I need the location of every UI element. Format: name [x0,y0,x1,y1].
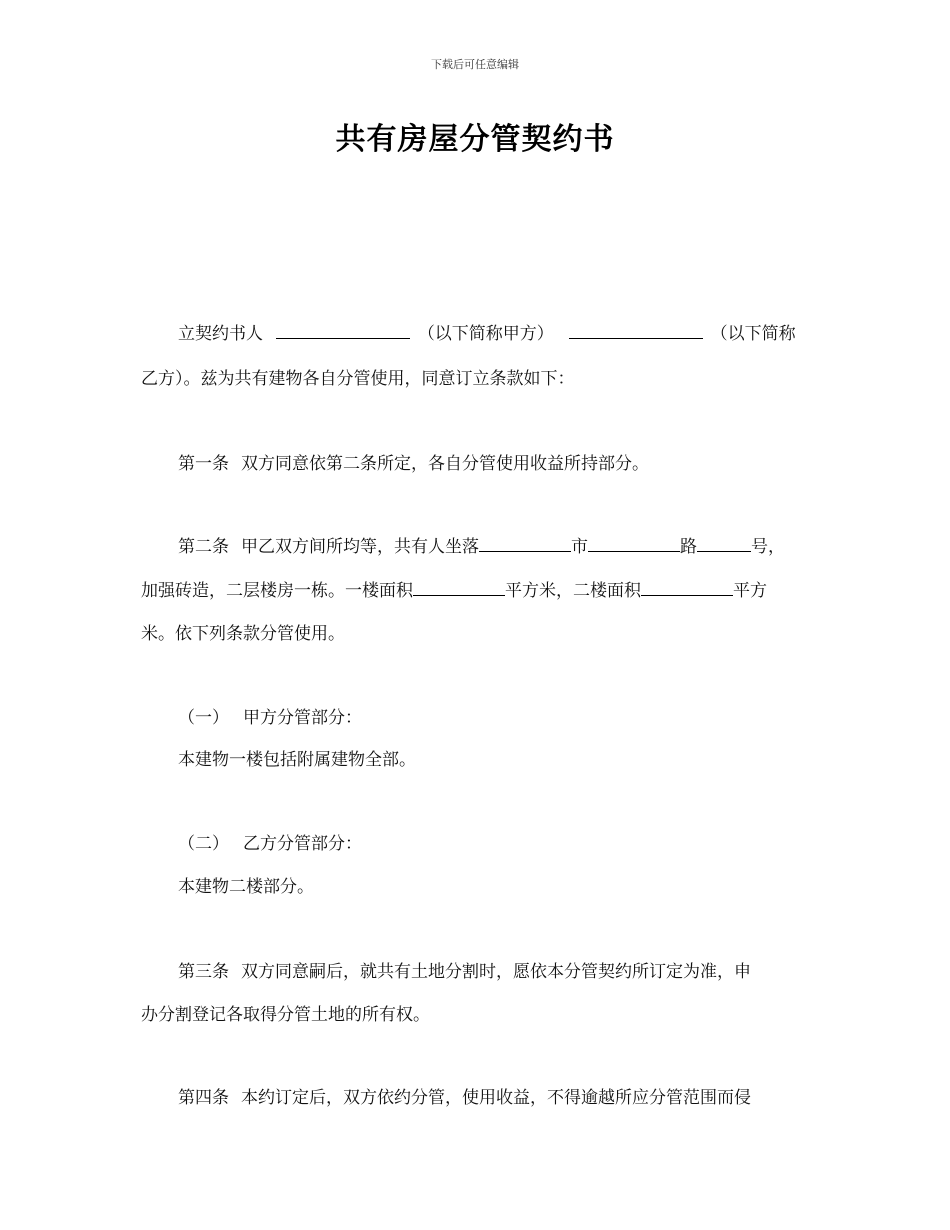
section-1-number: （一） [178,708,229,728]
preamble-line-2: 乙方）。兹为共有建物各自分管使用，同意订立条款如下： [141,369,575,389]
article-2-line-3: 米。依下列条款分管使用。 [141,624,345,644]
article-2-text: 甲乙双方间所均等，共有人坐落 [241,537,479,557]
floor2-area-blank [641,580,733,596]
section-2-content: 本建物二楼部分。 [178,877,314,897]
article-3-text: 双方同意嗣后，就共有土地分割时，愿依本分管契约所订定为准，申 [241,962,751,982]
article-1-text: 双方同意依第二条所定，各自分管使用收益所持部分。 [241,454,649,474]
number-label: 号， [751,537,785,557]
article-4-line-1 [178,1083,751,1108]
article-1 [178,449,649,474]
city-blank [479,536,571,552]
contract-body [141,0,811,1230]
article-3-number: 第三条 [178,962,229,982]
road-blank [588,536,680,552]
number-blank [697,536,751,552]
section-2-title: 乙方分管部分： [243,834,362,854]
document-title: 共有房屋分管契约书 [335,122,615,157]
section-1-title: 甲方分管部分： [243,708,362,728]
article-2-line-2 [141,576,767,601]
article-2-line-2b: 平方米，二楼面积 [505,581,641,601]
section-1-content: 本建物一楼包括附属建物全部。 [178,750,416,770]
section-2-heading [178,829,362,854]
article-2-number: 第二条 [178,537,229,557]
preamble-line-1 [178,319,796,344]
article-1-number: 第一条 [178,454,229,474]
article-3-line-1 [178,957,751,982]
article-2-line-2c: 平方 [733,581,767,601]
section-1-heading [178,703,362,728]
party-a-suffix: （以下简称甲方） [417,324,554,344]
article-2-line-2a: 加强砖造，二层楼房一栋。一楼面积 [141,581,413,601]
road-label: 路 [680,537,697,557]
article-2-line-1 [178,532,785,557]
floor1-area-blank [413,580,505,596]
article-4-number: 第四条 [178,1088,229,1108]
header-note: 下载后可任意编辑 [431,58,519,71]
article-4-text: 本约订定后，双方依约分管，使用收益，不得逾越所应分管范围而侵 [241,1088,751,1108]
city-label: 市 [571,537,588,557]
party-a-blank [276,323,410,339]
party-b-suffix: （以下简称 [710,324,796,344]
section-2-number: （二） [178,834,229,854]
preamble-label: 立契约书人 [178,324,263,344]
party-b-blank [569,323,703,339]
article-3-line-2: 办分割登记各取得分管土地的所有权。 [141,1005,430,1025]
